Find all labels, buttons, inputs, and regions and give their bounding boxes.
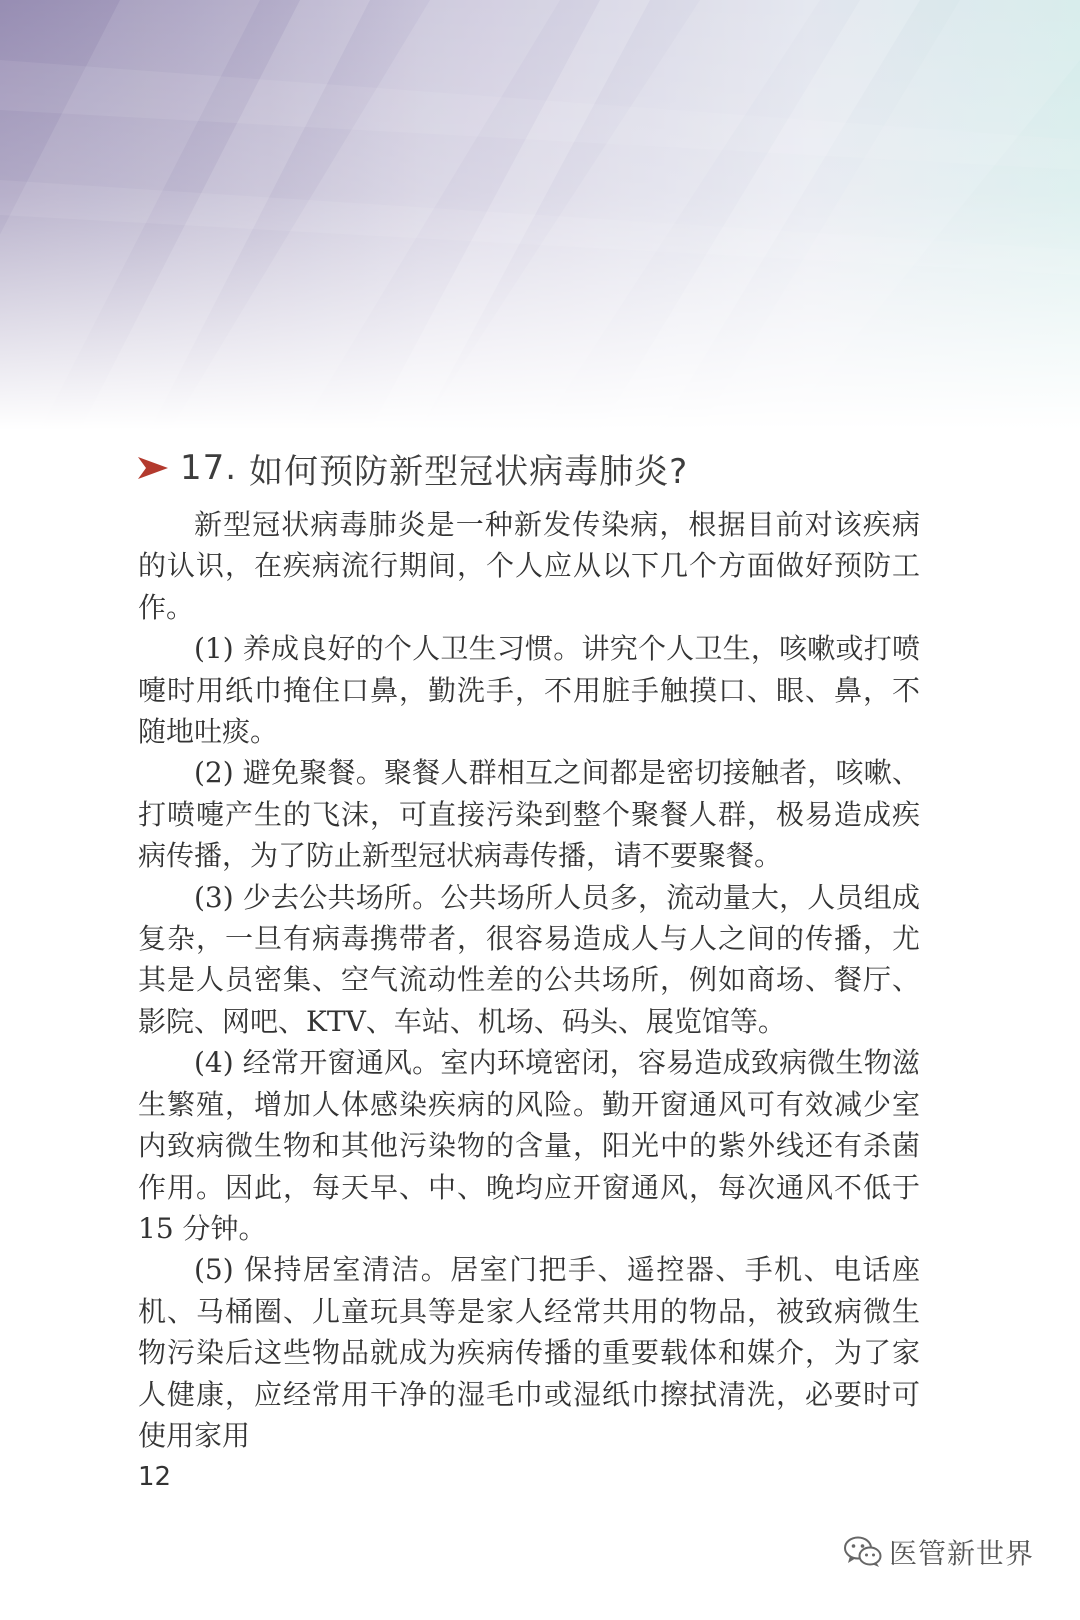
- paragraph-intro: 新型冠状病毒肺炎是一种新发传染病，根据目前对该疾病的认识，在疾病流行期间，个人应从以下几个方面做好预防工作。: [138, 508, 920, 624]
- watermark: [843, 1532, 1034, 1572]
- arrowhead-icon: [138, 455, 168, 481]
- paragraph-item-4: (4) 经常开窗通风。室内环境密闭，容易造成致病微生物滋生繁殖，增加人体感染疾病的风险。勤开窗通风可有效减少室内致病微生物和其他污染物的含量，阳光中的紫外线还有杀菌作用。因此，每天早、中、晚均应开窗通风，每次通风不低于 15 分钟。: [138, 1046, 920, 1245]
- watermark-text: 医管新世界: [888, 1537, 1034, 1570]
- wechat-icon: [843, 1535, 883, 1569]
- heading-number: 17.: [180, 448, 238, 488]
- paragraph-item-5: (5) 保持居室清洁。居室门把手、遥控器、手机、电话座机、马桶圈、儿童玩具等是家人经常共用的物品，被致病微生物污染后这些物品就成为疾病传播的重要载体和媒介，为了家人健康，应经常用干净的湿毛巾或湿纸巾擦拭清洗，必要时可使用家用: [138, 1253, 920, 1452]
- heading-text: 如何预防新型冠状病毒肺炎?: [249, 451, 689, 492]
- body-text: [138, 504, 920, 1456]
- decorative-banner: [0, 0, 1080, 430]
- section-heading: [138, 436, 958, 500]
- page-number: 12: [138, 1462, 172, 1492]
- paragraph-item-3: (3) 少去公共场所。公共场所人员多，流动量大，人员组成复杂，一旦有病毒携带者，很容易造成人与人之间的传播，尤其是人员密集、空气流动性差的公共场所，例如商场、餐厅、影院、网吧、KTV、车站、机场、码头、展览馆等。: [138, 880, 920, 1038]
- paragraph-item-1: (1) 养成良好的个人卫生习惯。讲究个人卫生，咳嗽或打喷嚏时用纸巾掩住口鼻，勤洗手，不用脏手触摸口、眼、鼻，不随地吐痰。: [138, 632, 920, 749]
- paragraph-item-2: (2) 避免聚餐。聚餐人群相互之间都是密切接触者，咳嗽、打喷嚏产生的飞沫，可直接污染到整个聚餐人群，极易造成疾病传播，为了防止新型冠状病毒传播，请不要聚餐。: [138, 756, 920, 873]
